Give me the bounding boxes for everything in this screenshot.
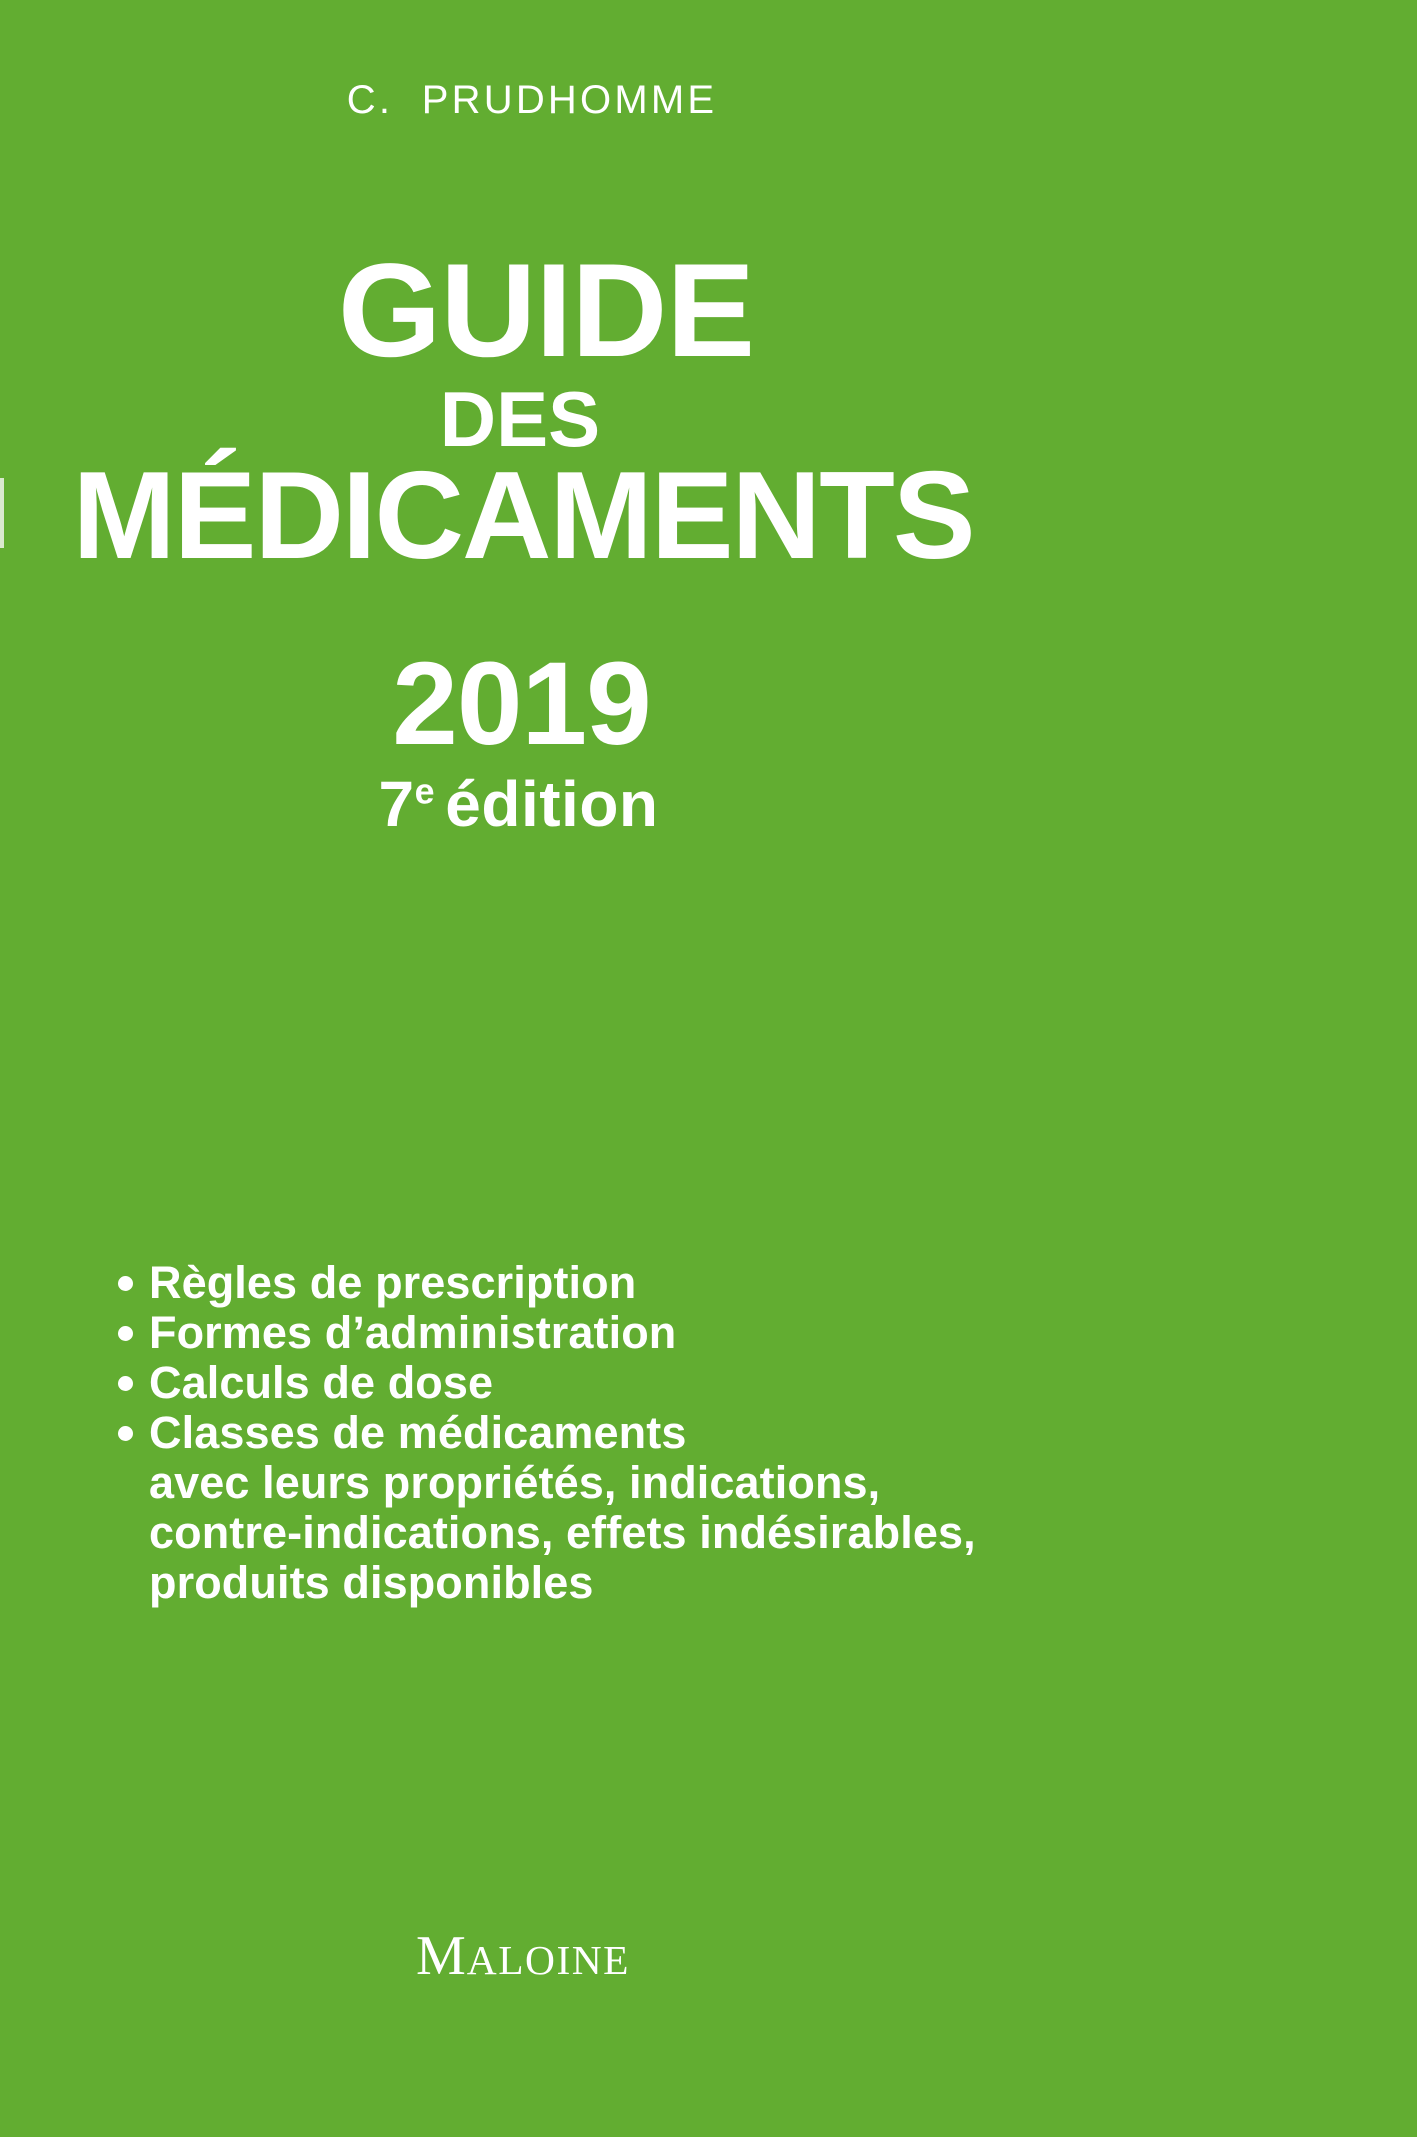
- publisher-logo: [0, 1925, 1046, 1987]
- title-line-guide: GUIDE: [337, 237, 755, 385]
- edition-ordinal-suffix: e: [414, 771, 436, 812]
- list-item: [118, 1358, 998, 1407]
- edition-year: 2019: [392, 638, 651, 770]
- edition-label: [0, 768, 1037, 840]
- author-name: C. PRUDHOMME: [346, 78, 718, 122]
- list-item-label: Classes de médicaments: [149, 1407, 687, 1458]
- title-line-des: DES: [439, 375, 601, 463]
- bullet-icon: [118, 1308, 149, 1357]
- bullet-icon: [118, 1258, 149, 1307]
- edition-number: 7: [378, 768, 415, 840]
- bullet-icon: [118, 1358, 149, 1407]
- list-item-continuation: produits disponibles: [149, 1557, 594, 1608]
- feature-list: [118, 1258, 998, 1608]
- title-line-medicaments: MÉDICAMENTS: [72, 447, 974, 585]
- list-item-label: Formes d’administration: [149, 1307, 677, 1358]
- publisher-logo-rest: ALOINE: [466, 1937, 630, 1983]
- list-item-label: Règles de prescription: [149, 1257, 637, 1308]
- list-item: [118, 1308, 998, 1357]
- list-item: [118, 1258, 998, 1307]
- bullet-icon: [118, 1408, 149, 1457]
- edition-word: édition: [445, 768, 659, 840]
- publisher-logo-lead-letter: M: [416, 1925, 467, 1987]
- list-item-label: Calculs de dose: [149, 1357, 494, 1408]
- list-item-continuation: avec leurs propriétés, indications,: [149, 1457, 881, 1508]
- list-item: [118, 1408, 998, 1457]
- list-item-continuation: contre-indications, effets indésirables,: [149, 1507, 976, 1558]
